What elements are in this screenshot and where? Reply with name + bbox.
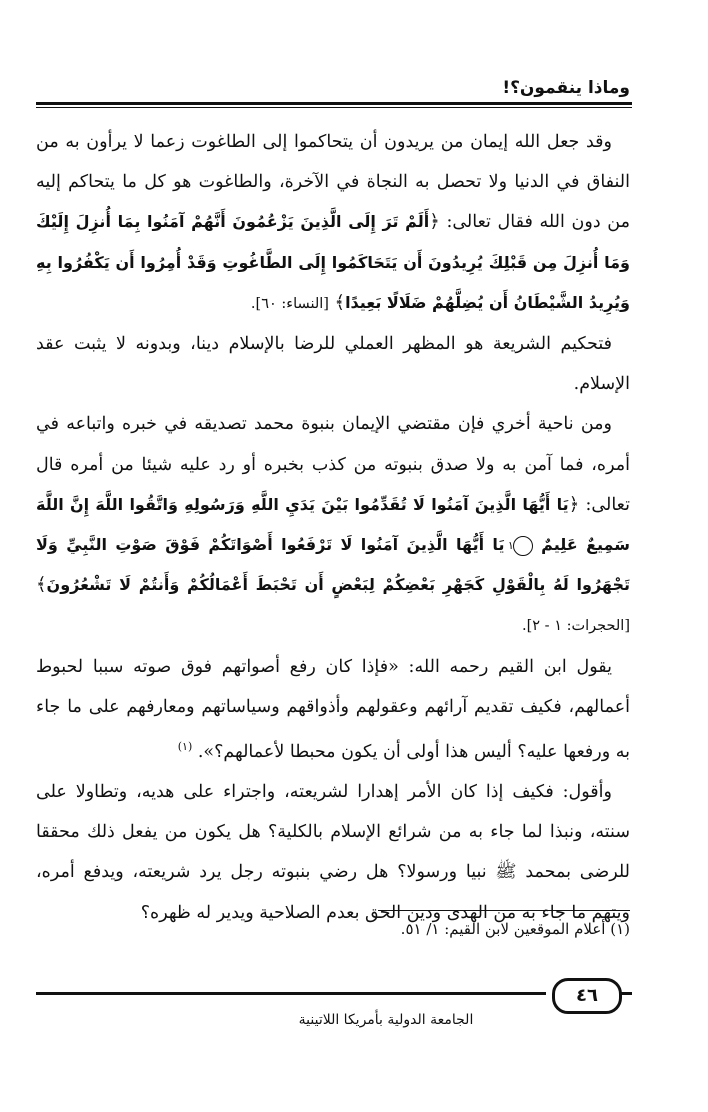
header-rule <box>36 102 632 105</box>
quran-reference-hujurat: [الحجرات: ١ - ٢]. <box>522 618 630 635</box>
footnote: (١) أعلام الموقعين لابن القيم: ١/ ٥١. <box>400 920 630 938</box>
paragraph-2: فتحكيم الشريعة هو المظهر العملي للرضا بالإسلام دينا، وبدونه لا يثبت عقد الإسلام. <box>36 334 630 395</box>
paragraph-3-intro: ومن ناحية أخري فإن مقتضي الإيمان بنبوة محمد تصديقه في خبره واتباعه في أمره، فما آمن به ولا صدق بنبوته من كذب بخبره أو رد عليه شيئا من أمره قال تعالى: <box>36 414 630 515</box>
footnote-marker[interactable]: (١) <box>177 740 193 754</box>
quran-open-bracket: ﴿ <box>429 211 440 233</box>
paragraph-1 <box>36 122 630 324</box>
quran-open-bracket: ﴿ <box>568 493 580 515</box>
header-rule-thin <box>36 107 632 108</box>
quran-verse-hujurat-2: يَا أَيُّهَا الَّذِينَ آمَنُوا لَا تَرْفَعُوا أَصْوَاتَكُمْ فَوْقَ صَوْتِ النَّبِيِّ وَلَا تَجْهَرُوا لَهُ بِالْقَوْلِ كَجَهْرِ بَعْضِكُمْ لِبَعْضٍ أَن تَحْبَطَ أَعْمَالُكُمْ وَأَنتُمْ لَا تَشْعُرُونَ <box>36 535 630 595</box>
publisher-name: الجامعة الدولية بأمريكا اللاتينية <box>298 1012 474 1028</box>
quran-reference-nisa: [النساء: ٦٠]. <box>250 295 329 312</box>
quran-verse-nisa: أَلَمْ تَرَ إِلَى الَّذِينَ يَزْعُمُونَ أَنَّهُمْ آمَنُوا بِمَا أُنزِلَ إِلَيْكَ وَمَا أُنزِلَ مِن قَبْلِكَ يُرِيدُونَ أَن يَتَحَاكَمُوا إِلَى الطَّاغُوتِ وَقَدْ أُمِرُوا أَن يَكْفُرُوا بِهِ وَيُرِيدُ الشَّيْطَانُ أَن يُضِلَّهُمْ ضَلَالًا بَعِيدًا <box>36 212 630 312</box>
ayah-number-marker: ١ <box>513 536 533 556</box>
paragraph-4-text: يقول ابن القيم رحمه الله: «فإذا كان رفع أصواتهم فوق صوته سببا لحبوط أعمالهم، فكيف تقديم آرائهم وعقولهم وأذواقهم وسياساتهم ومعارفهم على ما جاء به ورفعها عليه؟ أليس هذا أولى أن يكون محبطا لأعمالهم؟». <box>36 656 630 762</box>
body-text <box>36 122 630 933</box>
quran-close-bracket: ﴾ <box>36 574 47 596</box>
footer-rule-left <box>36 992 546 995</box>
running-header-title: وماذا ينقمون؟! <box>502 78 630 98</box>
quran-verse-hujurat-1: يَا أَيُّهَا الَّذِينَ آمَنُوا لَا تُقَدِّمُوا بَيْنَ يَدَيِ اللَّهِ وَرَسُولِهِ وَاتَّقُوا اللَّهَ إِنَّ اللَّهَ سَمِيعٌ عَلِيمٌ <box>36 494 630 555</box>
quran-close-bracket: ﴾ <box>334 291 346 313</box>
paragraph-3 <box>36 404 630 646</box>
footnote-rule <box>378 910 630 911</box>
paragraph-4 <box>36 647 630 772</box>
page-number: ٤٦ <box>552 978 622 1014</box>
paragraph-1-intro: وقد جعل الله إيمان من يريدون أن يتحاكموا إلى الطاغوت زعما لا يرأون به من النفاق في الدنيا ولا تحصل به النجاة في الآخرة، والطاغوت هو كل ما يتحاكم إليه من دون الله فقال تعالى: <box>36 132 630 233</box>
paragraph-5: وأقول: فكيف إذا كان الأمر إهدارا لشريعته، واجتراء على هديه، وتطاولا على سنته، ونبذا لما جاء به من شرائع الإسلام بالكلية؟ هل يكون من يفعل ذلك محققا للرضى بمحمد ﷺ نبيا ورسولا؟ هل رضي بنبوته رجل يرد شريعته، ويدفع أمره، ويتهم ما جاء به من الهدى ودين الحق بعدم الصلاحية ويدير له ظهره؟ <box>36 782 630 923</box>
